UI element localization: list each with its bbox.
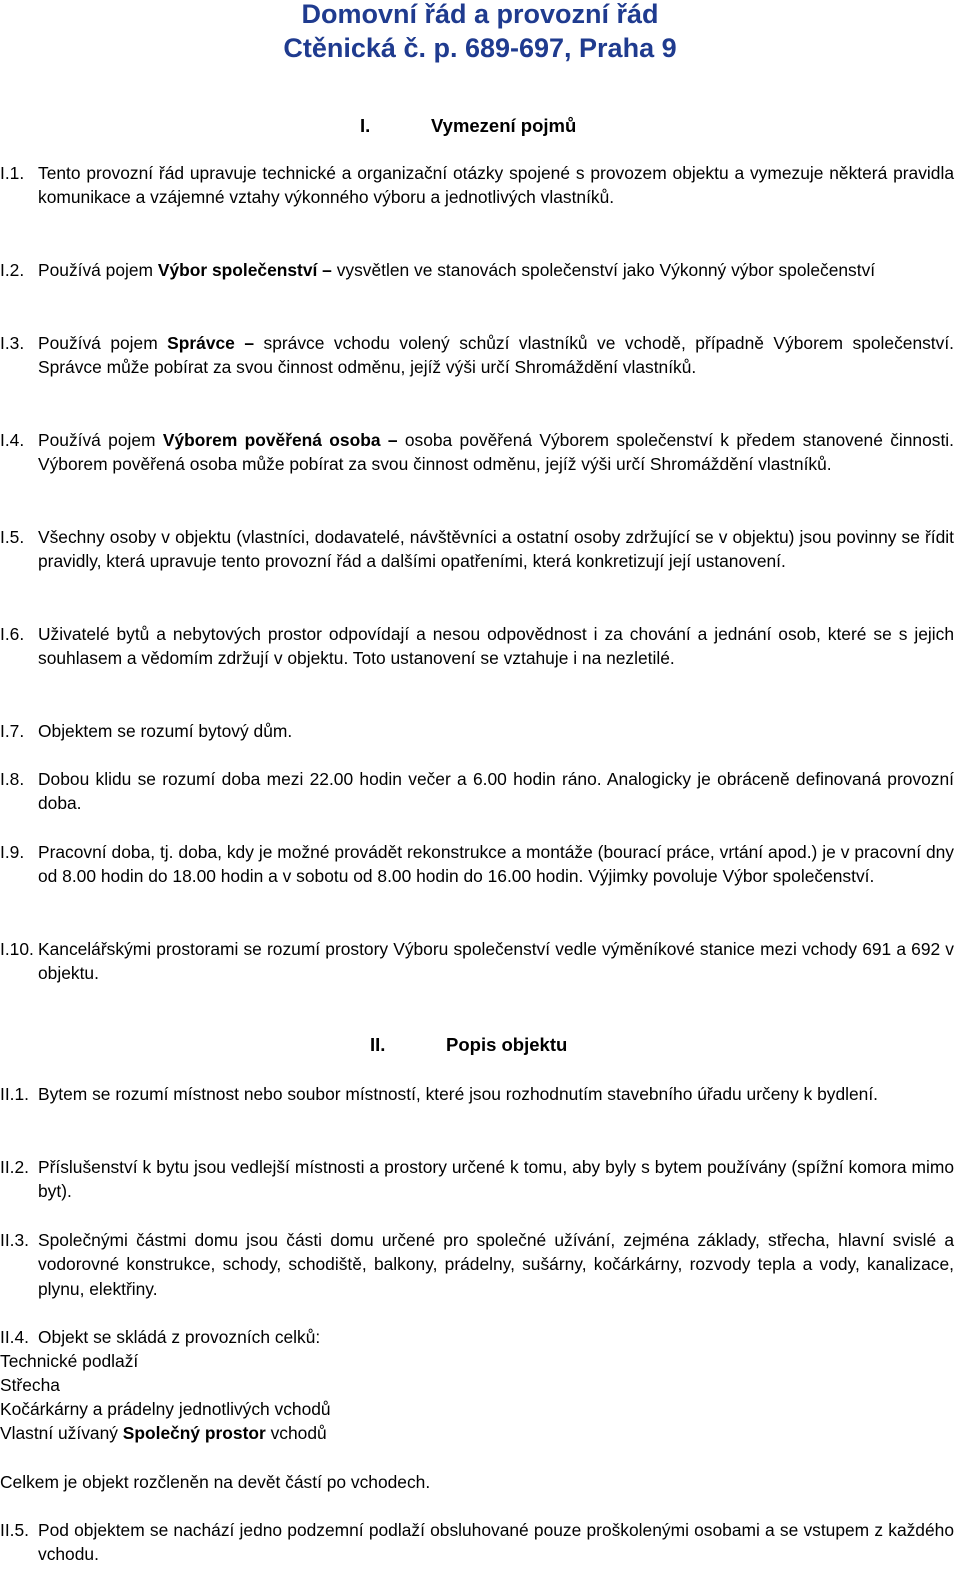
clause-text: [38, 258, 954, 282]
clause-text: Objekt se skládá z provozních celků:: [38, 1327, 321, 1347]
clause-number: I.3.: [0, 333, 25, 353]
clause-i6: [0, 622, 954, 671]
clause-text-part: osoba pověřená Výborem společenství k předem stanovené činnosti. Výborem pověřená osoba může pobírat za svou činnost odměnu, jejíž výši určí Shromáždění vlastníků.: [38, 430, 955, 475]
clause-number: I.5.: [0, 527, 25, 547]
clause-number: I.9.: [0, 842, 25, 862]
clause-text-part: Používá pojem: [38, 430, 163, 450]
clause-text: Kancelářskými prostorami se rozumí prostory Výboru společenství vedle výměníkové stanice mezi vchody 691 a 692 v objektu.: [38, 939, 954, 984]
clause-ii2: [0, 1155, 954, 1204]
defined-term: Výborem pověřená osoba –: [162, 430, 398, 450]
list-item-text: Vlastní užívaný: [0, 1423, 123, 1443]
clause-i9: [0, 840, 954, 889]
section-number: I.: [360, 115, 371, 136]
list-item: Střecha: [0, 1375, 60, 1395]
section-number: II.: [370, 1034, 386, 1055]
clause-number: II.4.: [0, 1327, 29, 1347]
clause-text: Příslušenství k bytu jsou vedlejší místnosti a prostory určené k tomu, aby byly s bytem používány (spížní komora mimo byt).: [38, 1157, 954, 1202]
clause-ii5: [0, 1518, 954, 1567]
clause-number: II.2.: [0, 1157, 29, 1177]
clause-number: I.4.: [0, 430, 25, 450]
clause-text-part: Používá pojem: [38, 260, 158, 280]
document-title: [0, 0, 960, 65]
title-line-2: Ctěnická č. p. 689-697, Praha 9: [283, 33, 677, 63]
clause-ii1: [0, 1082, 954, 1106]
clause-text: Dobou klidu se rozumí doba mezi 22.00 hodin večer a 6.00 hodin ráno. Analogicky je obráceně definovaná provozní doba.: [38, 769, 954, 814]
defined-term: Správce –: [167, 333, 255, 353]
clause-text-part: Používá pojem: [38, 333, 168, 353]
clause-text: Pod objektem se nachází jedno podzemní podlaží obsluhované pouze proškolenými osobami a se vstupem z každého vchodu.: [38, 1520, 954, 1565]
clause-number: I.8.: [0, 769, 25, 789]
clause-i5: [0, 525, 954, 574]
clause-text-part: vysvětlen ve stanovách společenství jako Výkonný výbor společenství: [331, 260, 876, 280]
clause-text: [38, 331, 954, 380]
clause-i3: [0, 331, 954, 380]
clause-i10: [0, 937, 954, 986]
clause-text: Bytem se rozumí místnost nebo soubor místností, které jsou rozhodnutím stavebního úřadu určeny k bydlení.: [38, 1084, 878, 1104]
clause-number: I.2.: [0, 260, 25, 280]
clause-number: I.1.: [0, 163, 25, 183]
clause-text: [38, 428, 954, 477]
clause-number: I.6.: [0, 624, 25, 644]
title-line-1: Domovní řád a provozní řád: [301, 0, 659, 29]
clause-number: II.3.: [0, 1230, 29, 1250]
clause-i8: [0, 767, 954, 816]
clause-i7: [0, 719, 954, 743]
list-item: Kočárkárny a prádelny jednotlivých vchodů: [0, 1399, 331, 1419]
clause-text: Tento provozní řád upravuje technické a organizační otázky spojené s provozem objektu a vymezuje některá pravidla komunikace a vzájemné vztahy výkonného výboru a jednotlivých vlastníků.: [38, 163, 954, 208]
clause-i2: [0, 258, 954, 282]
section-title: Popis objektu: [446, 1034, 568, 1055]
clause-text-part: správce vchodu volený schůzí vlastníků ve vchodě, případně Výborem společenství. Správce může pobírat za svou činnost odměnu, jejíž výši určí Shromáždění vlastníků.: [38, 333, 954, 378]
clause-text: Pracovní doba, tj. doba, kdy je možné provádět rekonstrukce a montáže (bourací práce, vrtání apod.) je v pracovní dny od 8.00 hodin do 18.00 hodin a v sobotu od 8.00 hodin do 16.00 hodin. Výjimky povoluje Výbor společenství.: [38, 842, 954, 887]
summary-line: Celkem je objekt rozčleněn na devět částí po vchodech.: [0, 1472, 431, 1492]
clause-number: II.1.: [0, 1084, 29, 1104]
list-item-text: vchodů: [265, 1423, 327, 1443]
clause-number: II.5.: [0, 1520, 29, 1540]
list-item: [0, 1421, 327, 1445]
clause-ii3: [0, 1228, 954, 1301]
clause-number: I.10.: [0, 939, 34, 959]
clause-ii4: [0, 1325, 954, 1349]
clause-text: Objektem se rozumí bytový dům.: [38, 721, 293, 741]
clause-number: I.7.: [0, 721, 25, 741]
clause-text: Uživatelé bytů a nebytových prostor odpovídají a nesou odpovědnost i za chování a jednání osob, které se s jejich souhlasem a vědomím zdržují v objektu. Toto ustanovení se vztahuje i na nezletilé.: [38, 624, 954, 669]
clause-i4: [0, 428, 954, 477]
section-title: Vymezení pojmů: [431, 115, 577, 136]
clause-i1: [0, 161, 954, 210]
clause-text: Všechny osoby v objektu (vlastníci, dodavatelé, návštěvníci a ostatní osoby zdržující se v objektu) jsou povinny se řídit pravidly, která upravuje tento provozní řád a dalšími opatřeními, která konkretizují její ustanovení.: [38, 527, 954, 572]
clause-text: Společnými částmi domu jsou části domu určené pro společné užívání, zejména základy, střecha, hlavní svislé a vodorovné konstrukce, schody, schodiště, balkony, prádelny, sušárny, kočárkárny, rozvody tepla a vody, kanalizace, plynu, elektřiny.: [38, 1230, 954, 1299]
defined-term: Společný prostor: [122, 1423, 266, 1443]
defined-term: Výbor společenství –: [157, 260, 332, 280]
list-item: Technické podlaží: [0, 1351, 139, 1371]
